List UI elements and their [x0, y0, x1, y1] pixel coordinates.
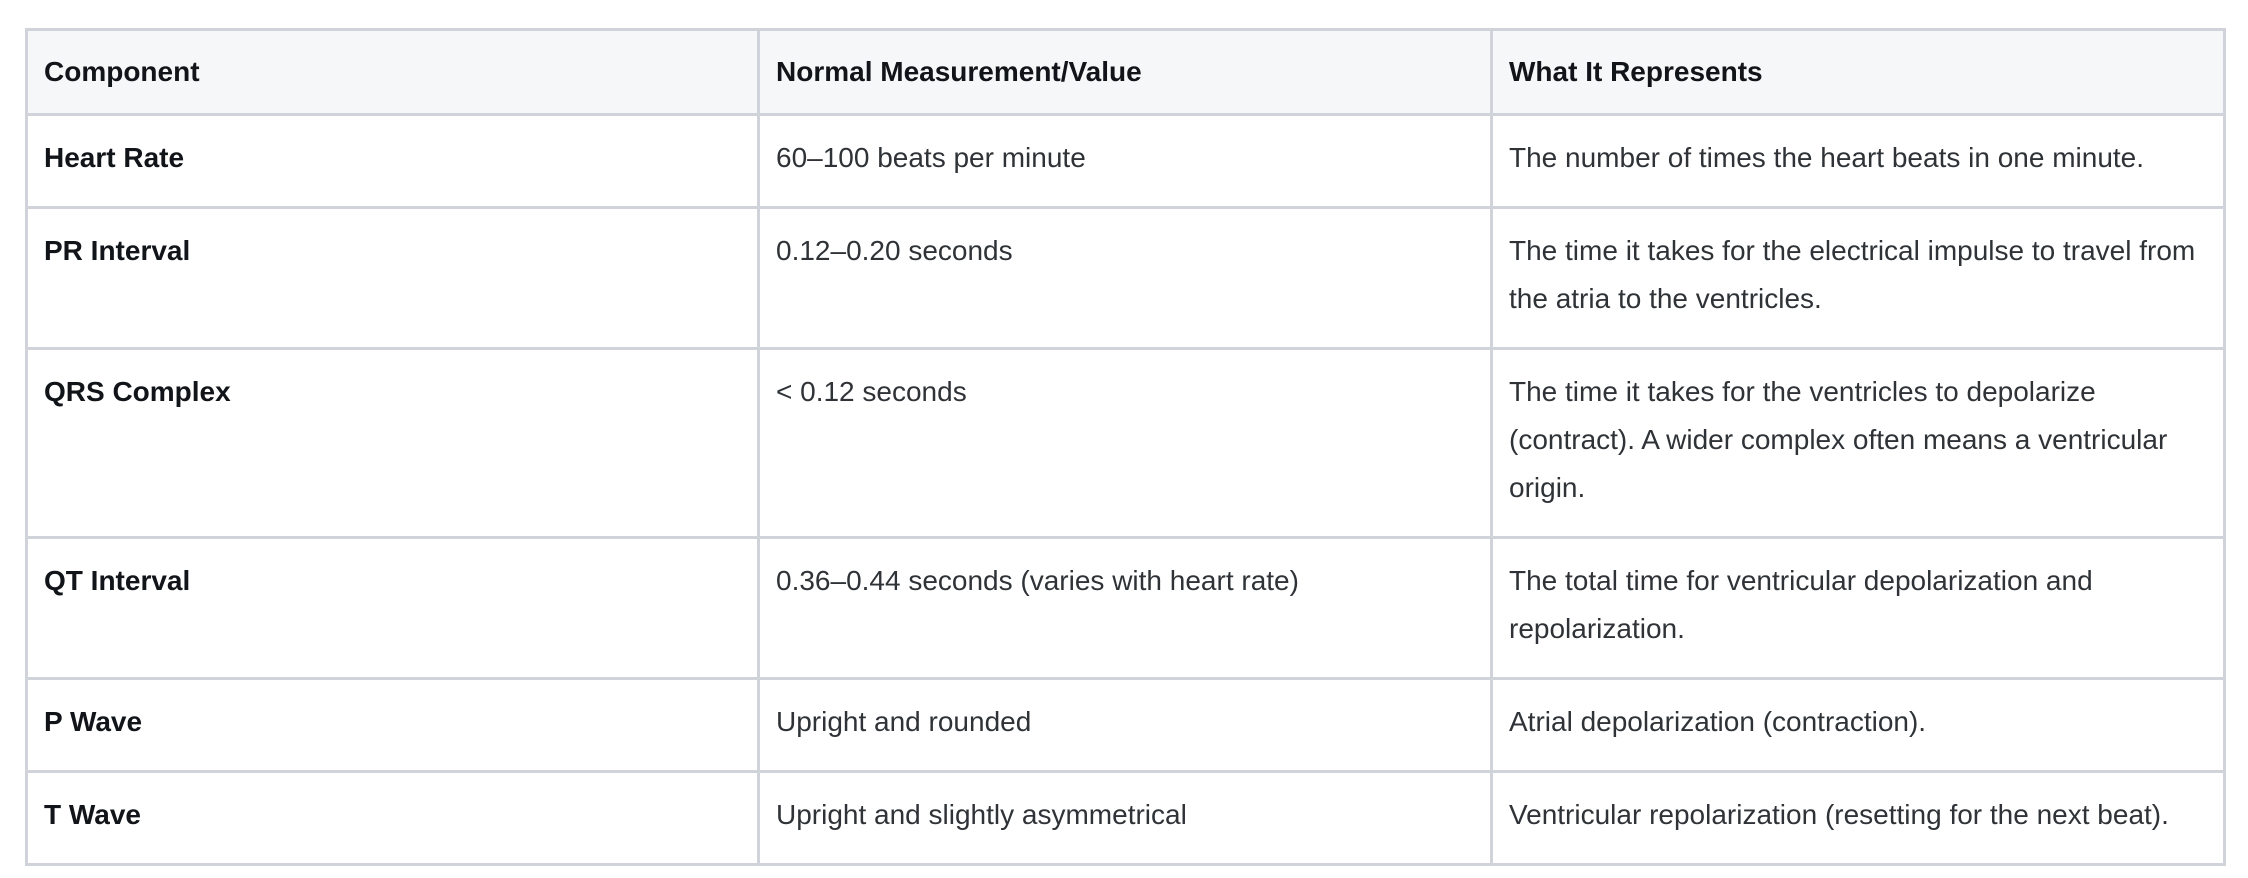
cell-value: Upright and slightly asymmetrical	[759, 772, 1492, 865]
cell-component: T Wave	[27, 772, 759, 865]
cell-value: < 0.12 seconds	[759, 349, 1492, 538]
header-row	[27, 30, 2225, 115]
cell-component: Heart Rate	[27, 115, 759, 208]
ecg-components-table	[25, 28, 2226, 866]
cell-represents: The time it takes for the ventricles to depolarize (contract). A wider complex often means a ventricular origin.	[1492, 349, 2225, 538]
table-row	[27, 349, 2225, 538]
table-header	[27, 30, 2225, 115]
cell-value: 60–100 beats per minute	[759, 115, 1492, 208]
table-body	[27, 115, 2225, 865]
table-row	[27, 679, 2225, 772]
cell-component: QT Interval	[27, 538, 759, 679]
cell-value: 0.12–0.20 seconds	[759, 208, 1492, 349]
cell-value: Upright and rounded	[759, 679, 1492, 772]
cell-component: QRS Complex	[27, 349, 759, 538]
cell-represents: The total time for ventricular depolarization and repolarization.	[1492, 538, 2225, 679]
table-row	[27, 208, 2225, 349]
cell-component: PR Interval	[27, 208, 759, 349]
header-normal-value: Normal Measurement/Value	[759, 30, 1492, 115]
table-row	[27, 115, 2225, 208]
cell-represents: Ventricular repolarization (resetting for the next beat).	[1492, 772, 2225, 865]
cell-represents: The number of times the heart beats in one minute.	[1492, 115, 2225, 208]
cell-value: 0.36–0.44 seconds (varies with heart rate)	[759, 538, 1492, 679]
table-row	[27, 772, 2225, 865]
cell-component: P Wave	[27, 679, 759, 772]
header-represents: What It Represents	[1492, 30, 2225, 115]
table-row	[27, 538, 2225, 679]
cell-represents: Atrial depolarization (contraction).	[1492, 679, 2225, 772]
table-container	[25, 28, 2223, 866]
cell-represents: The time it takes for the electrical impulse to travel from the atria to the ventricles.	[1492, 208, 2225, 349]
header-component: Component	[27, 30, 759, 115]
